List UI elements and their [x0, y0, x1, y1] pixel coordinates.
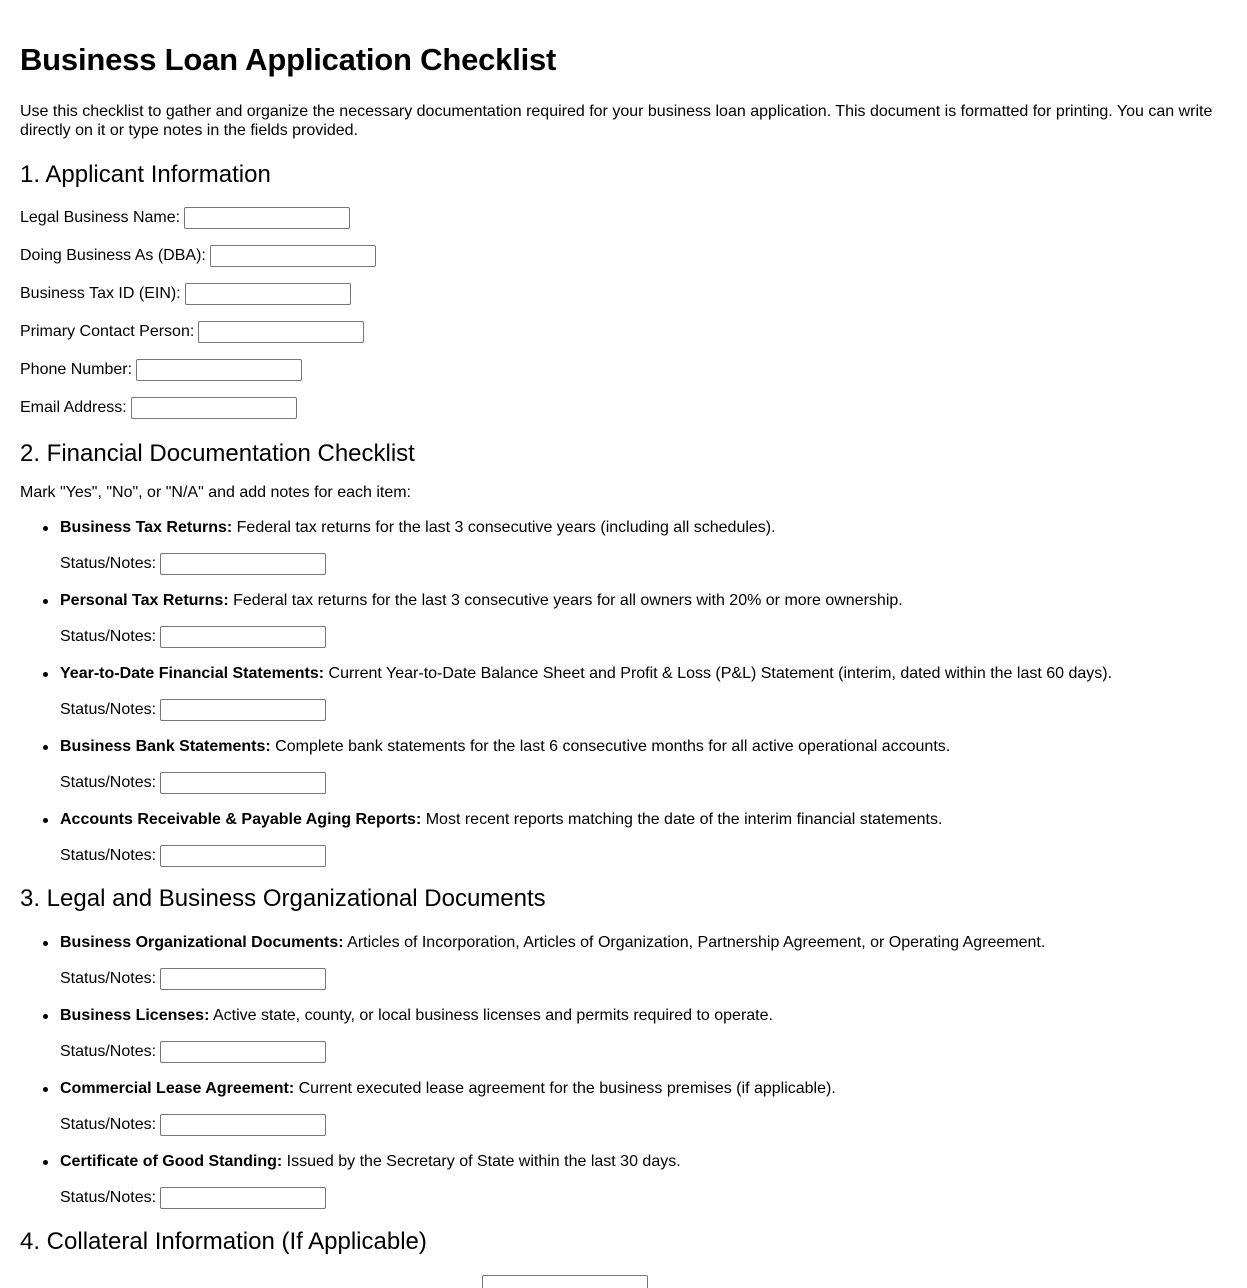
- list-item: [60, 663, 1227, 721]
- item-description: Most recent reports matching the date of the interim financial statements.: [421, 811, 943, 828]
- bullet-icon: [43, 941, 48, 946]
- list-item: [60, 932, 1227, 990]
- item-text: [60, 809, 1227, 831]
- item-text: [60, 1151, 1227, 1173]
- item-text: [60, 517, 1227, 539]
- item-text: [60, 590, 1227, 612]
- page-title: Business Loan Application Checklist: [20, 42, 557, 77]
- phone-number-input[interactable]: [136, 359, 302, 381]
- field-email-address: [20, 397, 1227, 419]
- bullet-icon: [43, 599, 48, 604]
- section-heading-legal-organizational-documents: 3. Legal and Business Organizational Documents: [20, 885, 546, 912]
- field-ein: [20, 283, 1227, 305]
- item-text: [60, 663, 1227, 685]
- notes-row: [60, 553, 1227, 575]
- status-notes-input[interactable]: [160, 772, 326, 794]
- status-notes-label: Status/Notes:: [60, 628, 157, 645]
- ein-label: Business Tax ID (EIN):: [20, 285, 181, 302]
- status-notes-label: Status/Notes:: [60, 701, 157, 718]
- field-primary-contact: [20, 321, 1227, 343]
- status-notes-input[interactable]: [160, 968, 326, 990]
- dba-input[interactable]: [210, 245, 376, 267]
- notes-row: [60, 1041, 1227, 1063]
- list-item: [60, 1151, 1227, 1209]
- item-title: Certificate of Good Standing:: [60, 1153, 283, 1170]
- notes-row: [60, 626, 1227, 648]
- notes-row: [60, 845, 1227, 867]
- list-item: [60, 1005, 1227, 1063]
- item-text: [60, 1005, 1227, 1027]
- item-description: Articles of Incorporation, Articles of Organization, Partnership Agreement, or Operating Agreement.: [343, 934, 1046, 951]
- bullet-icon: [43, 1087, 48, 1092]
- section-heading-applicant-information: 1. Applicant Information: [20, 161, 271, 188]
- section-heading-collateral-information: 4. Collateral Information (If Applicable): [20, 1228, 427, 1255]
- bullet-icon: [43, 818, 48, 823]
- list-item: [60, 590, 1227, 648]
- item-description: Current executed lease agreement for the business premises (if applicable).: [294, 1080, 836, 1097]
- bullet-icon: [43, 672, 48, 677]
- item-text: [60, 1078, 1227, 1100]
- item-title: Accounts Receivable & Payable Aging Reports:: [60, 811, 422, 828]
- status-notes-input[interactable]: [160, 553, 326, 575]
- bullet-icon: [43, 1014, 48, 1019]
- list-item: [60, 1078, 1227, 1136]
- item-text: [60, 932, 1227, 954]
- primary-contact-input[interactable]: [198, 321, 364, 343]
- phone-number-label: Phone Number:: [20, 361, 133, 378]
- status-notes-input[interactable]: [160, 699, 326, 721]
- item-title: Year-to-Date Financial Statements:: [60, 665, 325, 682]
- list-item: [60, 736, 1227, 794]
- status-notes-input[interactable]: [160, 626, 326, 648]
- field-dba: [20, 245, 1227, 267]
- item-title: Business Bank Statements:: [60, 738, 271, 755]
- item-title: Business Organizational Documents:: [60, 934, 344, 951]
- item-description: Federal tax returns for the last 3 consecutive years for all owners with 20% or more ownership.: [228, 592, 903, 609]
- status-notes-input[interactable]: [160, 1114, 326, 1136]
- bullet-icon: [43, 1160, 48, 1165]
- status-notes-input[interactable]: [160, 1041, 326, 1063]
- notes-row: [60, 772, 1227, 794]
- item-description: Current Year-to-Date Balance Sheet and Profit & Loss (P&L) Statement (interim, dated within the last 60 days).: [324, 665, 1113, 682]
- status-notes-label: Status/Notes:: [60, 1116, 157, 1133]
- item-description: Issued by the Secretary of State within the last 30 days.: [282, 1153, 681, 1170]
- email-address-input[interactable]: [131, 397, 297, 419]
- dba-label: Doing Business As (DBA):: [20, 247, 206, 264]
- legal-business-name-label: Legal Business Name:: [20, 209, 181, 226]
- status-notes-input[interactable]: [160, 845, 326, 867]
- status-notes-label: Status/Notes:: [60, 970, 157, 987]
- legal-documents-list: [20, 932, 1227, 1209]
- status-notes-label: Status/Notes:: [60, 1043, 157, 1060]
- field-phone-number: [20, 359, 1227, 381]
- item-description: Federal tax returns for the last 3 consecutive years (including all schedules).: [232, 519, 776, 536]
- item-title: Business Licenses:: [60, 1007, 210, 1024]
- item-title: Commercial Lease Agreement:: [60, 1080, 295, 1097]
- status-notes-label: Status/Notes:: [60, 555, 157, 572]
- item-title: Business Tax Returns:: [60, 519, 233, 536]
- email-address-label: Email Address:: [20, 399, 127, 416]
- bullet-icon: [43, 526, 48, 531]
- field-legal-business-name: [20, 207, 1227, 229]
- legal-business-name-input[interactable]: [184, 207, 350, 229]
- notes-row: [60, 1187, 1227, 1209]
- notes-row: [60, 968, 1227, 990]
- notes-row: [60, 1114, 1227, 1136]
- item-title: Personal Tax Returns:: [60, 592, 229, 609]
- collateral-input-partial[interactable]: [482, 1275, 648, 1288]
- status-notes-label: Status/Notes:: [60, 847, 157, 864]
- item-description: Active state, county, or local business licenses and permits required to operate.: [209, 1007, 773, 1024]
- bullet-icon: [43, 745, 48, 750]
- section-instruction: Mark "Yes", "No", or "N/A" and add notes for each item:: [20, 484, 411, 501]
- list-item: [60, 517, 1227, 575]
- ein-input[interactable]: [185, 283, 351, 305]
- primary-contact-label: Primary Contact Person:: [20, 323, 195, 340]
- financial-documentation-list: [20, 517, 1227, 867]
- status-notes-input[interactable]: [160, 1187, 326, 1209]
- list-item: [60, 809, 1227, 867]
- notes-row: [60, 699, 1227, 721]
- section-heading-financial-documentation: 2. Financial Documentation Checklist: [20, 440, 415, 467]
- item-text: [60, 736, 1227, 758]
- status-notes-label: Status/Notes:: [60, 1189, 157, 1206]
- item-description: Complete bank statements for the last 6 consecutive months for all active operational accounts.: [270, 738, 951, 755]
- intro-paragraph: Use this checklist to gather and organize the necessary documentation required for your business loan application. This document is formatted for printing. You can write directly on it or type notes in the fields provided.: [20, 103, 1213, 139]
- status-notes-label: Status/Notes:: [60, 774, 157, 791]
